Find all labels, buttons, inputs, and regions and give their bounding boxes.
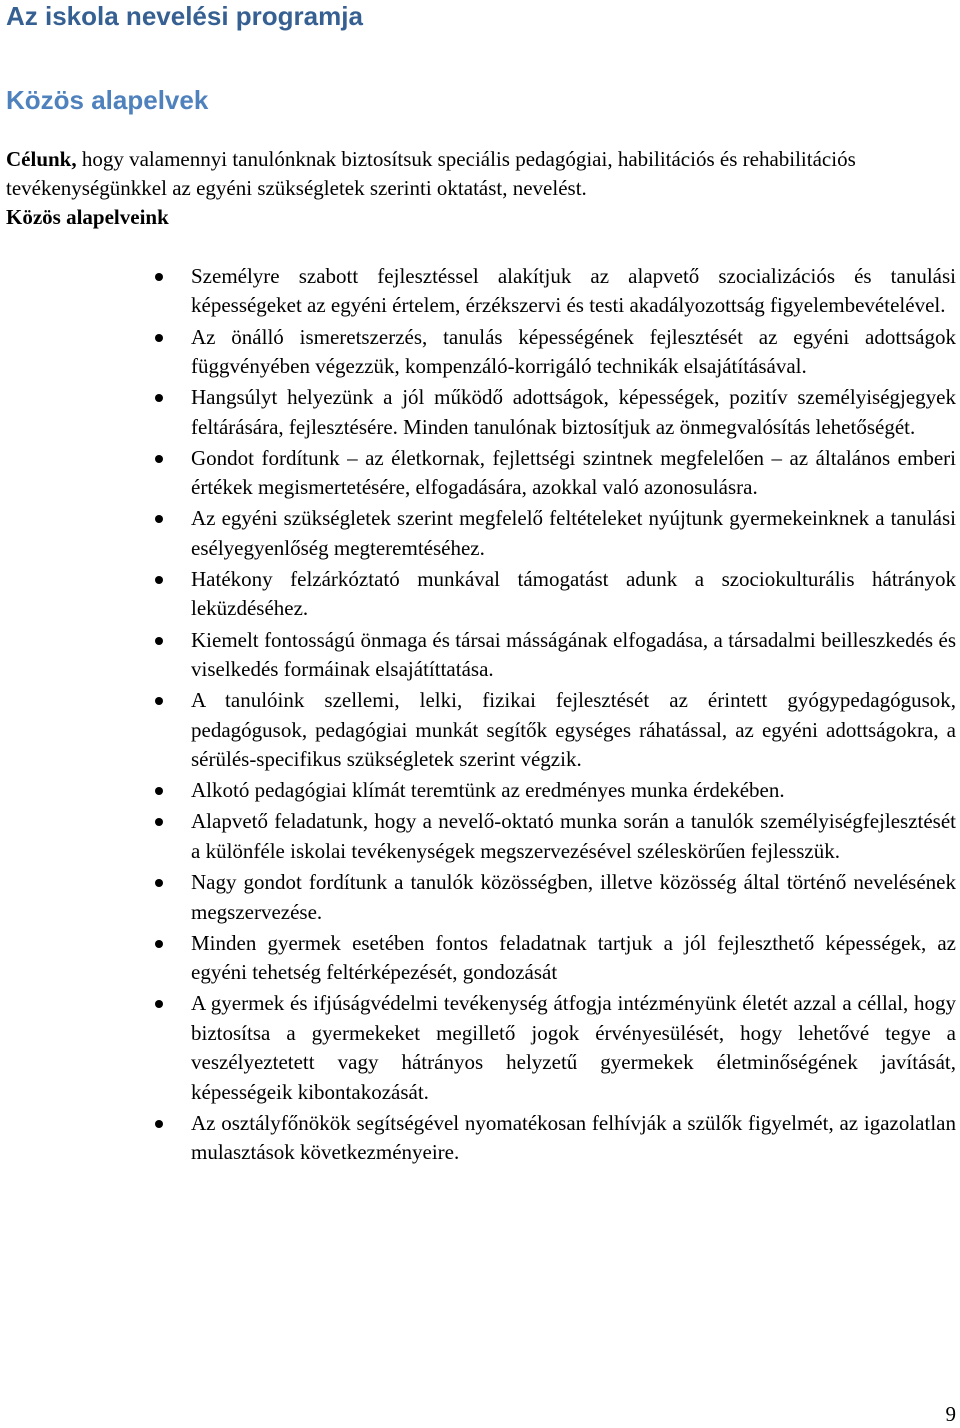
bullet-icon [155,879,163,887]
list-item-text: Az egyéni szükségletek szerint megfelelő feltételeket nyújtunk gyermekeinknek a tanulási esélyegyenlőség megteremtéséhez. [191,506,956,560]
bullet-icon [155,334,163,342]
document-title: Az iskola nevelési programja [6,1,363,31]
bullet-icon [155,940,163,948]
bullet-icon [155,1120,163,1128]
section-title: Közös alapelvek [6,85,209,115]
intro-lead: Célunk, [6,147,77,171]
list-item-text: Nagy gondot fordítunk a tanulók közösségben, illetve közösség által történő nevelésének megszervezése. [191,870,956,924]
bullet-icon [155,576,163,584]
bullet-icon [155,1000,163,1008]
bullet-icon [155,515,163,523]
list-item-text: Az önálló ismeretszerzés, tanulás képességének fejlesztését az egyéni adottságok függvényében végezzük, kompenzáló-korrigáló technikák elsajátításával. [191,324,956,379]
list-item-text: Alkotó pedagógiai klímát teremtünk az eredményes munka érdekében. [191,778,785,803]
list-item-text: Az osztályfőnökök segítségével nyomatékosan felhívják a szülők figyelmét, az igazolatlan mulasztások következményeire. [191,1110,956,1165]
intro-paragraph [6,145,906,203]
list-item-text: A tanulóink szellemi, lelki, fizikai fejlesztését az érintett gyógypedagógusok, pedagógusok, pedagógiai munkát segítők egységes ráhatással, az egyéni adottságokra, a sérülés-specifikus szükségletek szerint végzik. [191,688,956,772]
list-item [0,444,960,503]
list-item-text: Kiemelt fontosságú önmaga és társai másságának elfogadása, a társadalmi beilleszkedés és viselkedés formáinak elsajátíttatása. [191,627,956,682]
list-item [0,504,960,563]
list-item-text: Hangsúlyt helyezünk a jól működő adottságok, képességek, pozitív személyiségjegyek feltárására, fejlesztésére. Minden tanulónak biztosítjuk az önmegvalósítás lehetőségét. [191,385,956,439]
intro-text: hogy valamennyi tanulónknak biztosítsuk speciális pedagógiai, habilitációs és rehabilitációs tevékenységünkkel az egyéni szükségletek szerinti oktatást, nevelést. [6,147,856,200]
list-item-text: A gyermek és ifjúságvédelmi tevékenység átfogja intézményünk életét azzal a céllal, hogy biztosítsa a gyermekeket megillető jogok érvényesülését, hogy lehetővé tegye a veszélyeztetett vagy hátrányos helyzetű gyermekek életminőségének javítását, képességeik kibontakozását. [191,991,956,1104]
list-item-text: Minden gyermek esetében fontos feladatnak tartjuk a jól fejleszthető képességek, az egyéni tehetség feltérképezését, gondozását [191,930,956,985]
list-item-text: Alapvető feladatunk, hogy a nevelő-oktató munka során a tanulók személyiségfejlesztését a különféle iskolai tevékenységek megszervezésével széleskörűen fejlesszük. [191,809,956,863]
principles-list [0,262,960,1169]
list-item [0,868,960,927]
list-item [0,262,960,321]
list-item [0,686,960,774]
bullet-icon [155,455,163,463]
list-item [0,323,960,382]
bullet-icon [155,273,163,281]
list-item [0,776,960,805]
list-item [0,565,960,624]
list-item-text: Gondot fordítunk – az életkornak, fejlettségi szintnek megfelelően – az általános emberi értékek megismertetésére, elfogadására, azokkal való azonosulásra. [191,445,956,500]
list-item [0,807,960,866]
bullet-icon [155,394,163,402]
list-item [0,1109,960,1168]
page-number: 9 [945,1402,956,1426]
bullet-icon [155,637,163,645]
list-item-text: Hatékony felzárkóztató munkával támogatást adunk a szociokulturális hátrányok leküzdéséhez. [191,567,956,621]
list-item [0,626,960,685]
list-item-text: Személyre szabott fejlesztéssel alakítjuk az alapvető szocializációs és tanulási képességeket az egyéni értelem, érzékszervi és testi akadályozottság figyelembevételével. [191,264,956,318]
bullet-icon [155,697,163,705]
list-item [0,929,960,988]
principles-heading: Közös alapelveink [6,205,169,229]
bullet-icon [155,787,163,795]
list-item [0,383,960,442]
list-item [0,989,960,1107]
bullet-icon [155,818,163,826]
